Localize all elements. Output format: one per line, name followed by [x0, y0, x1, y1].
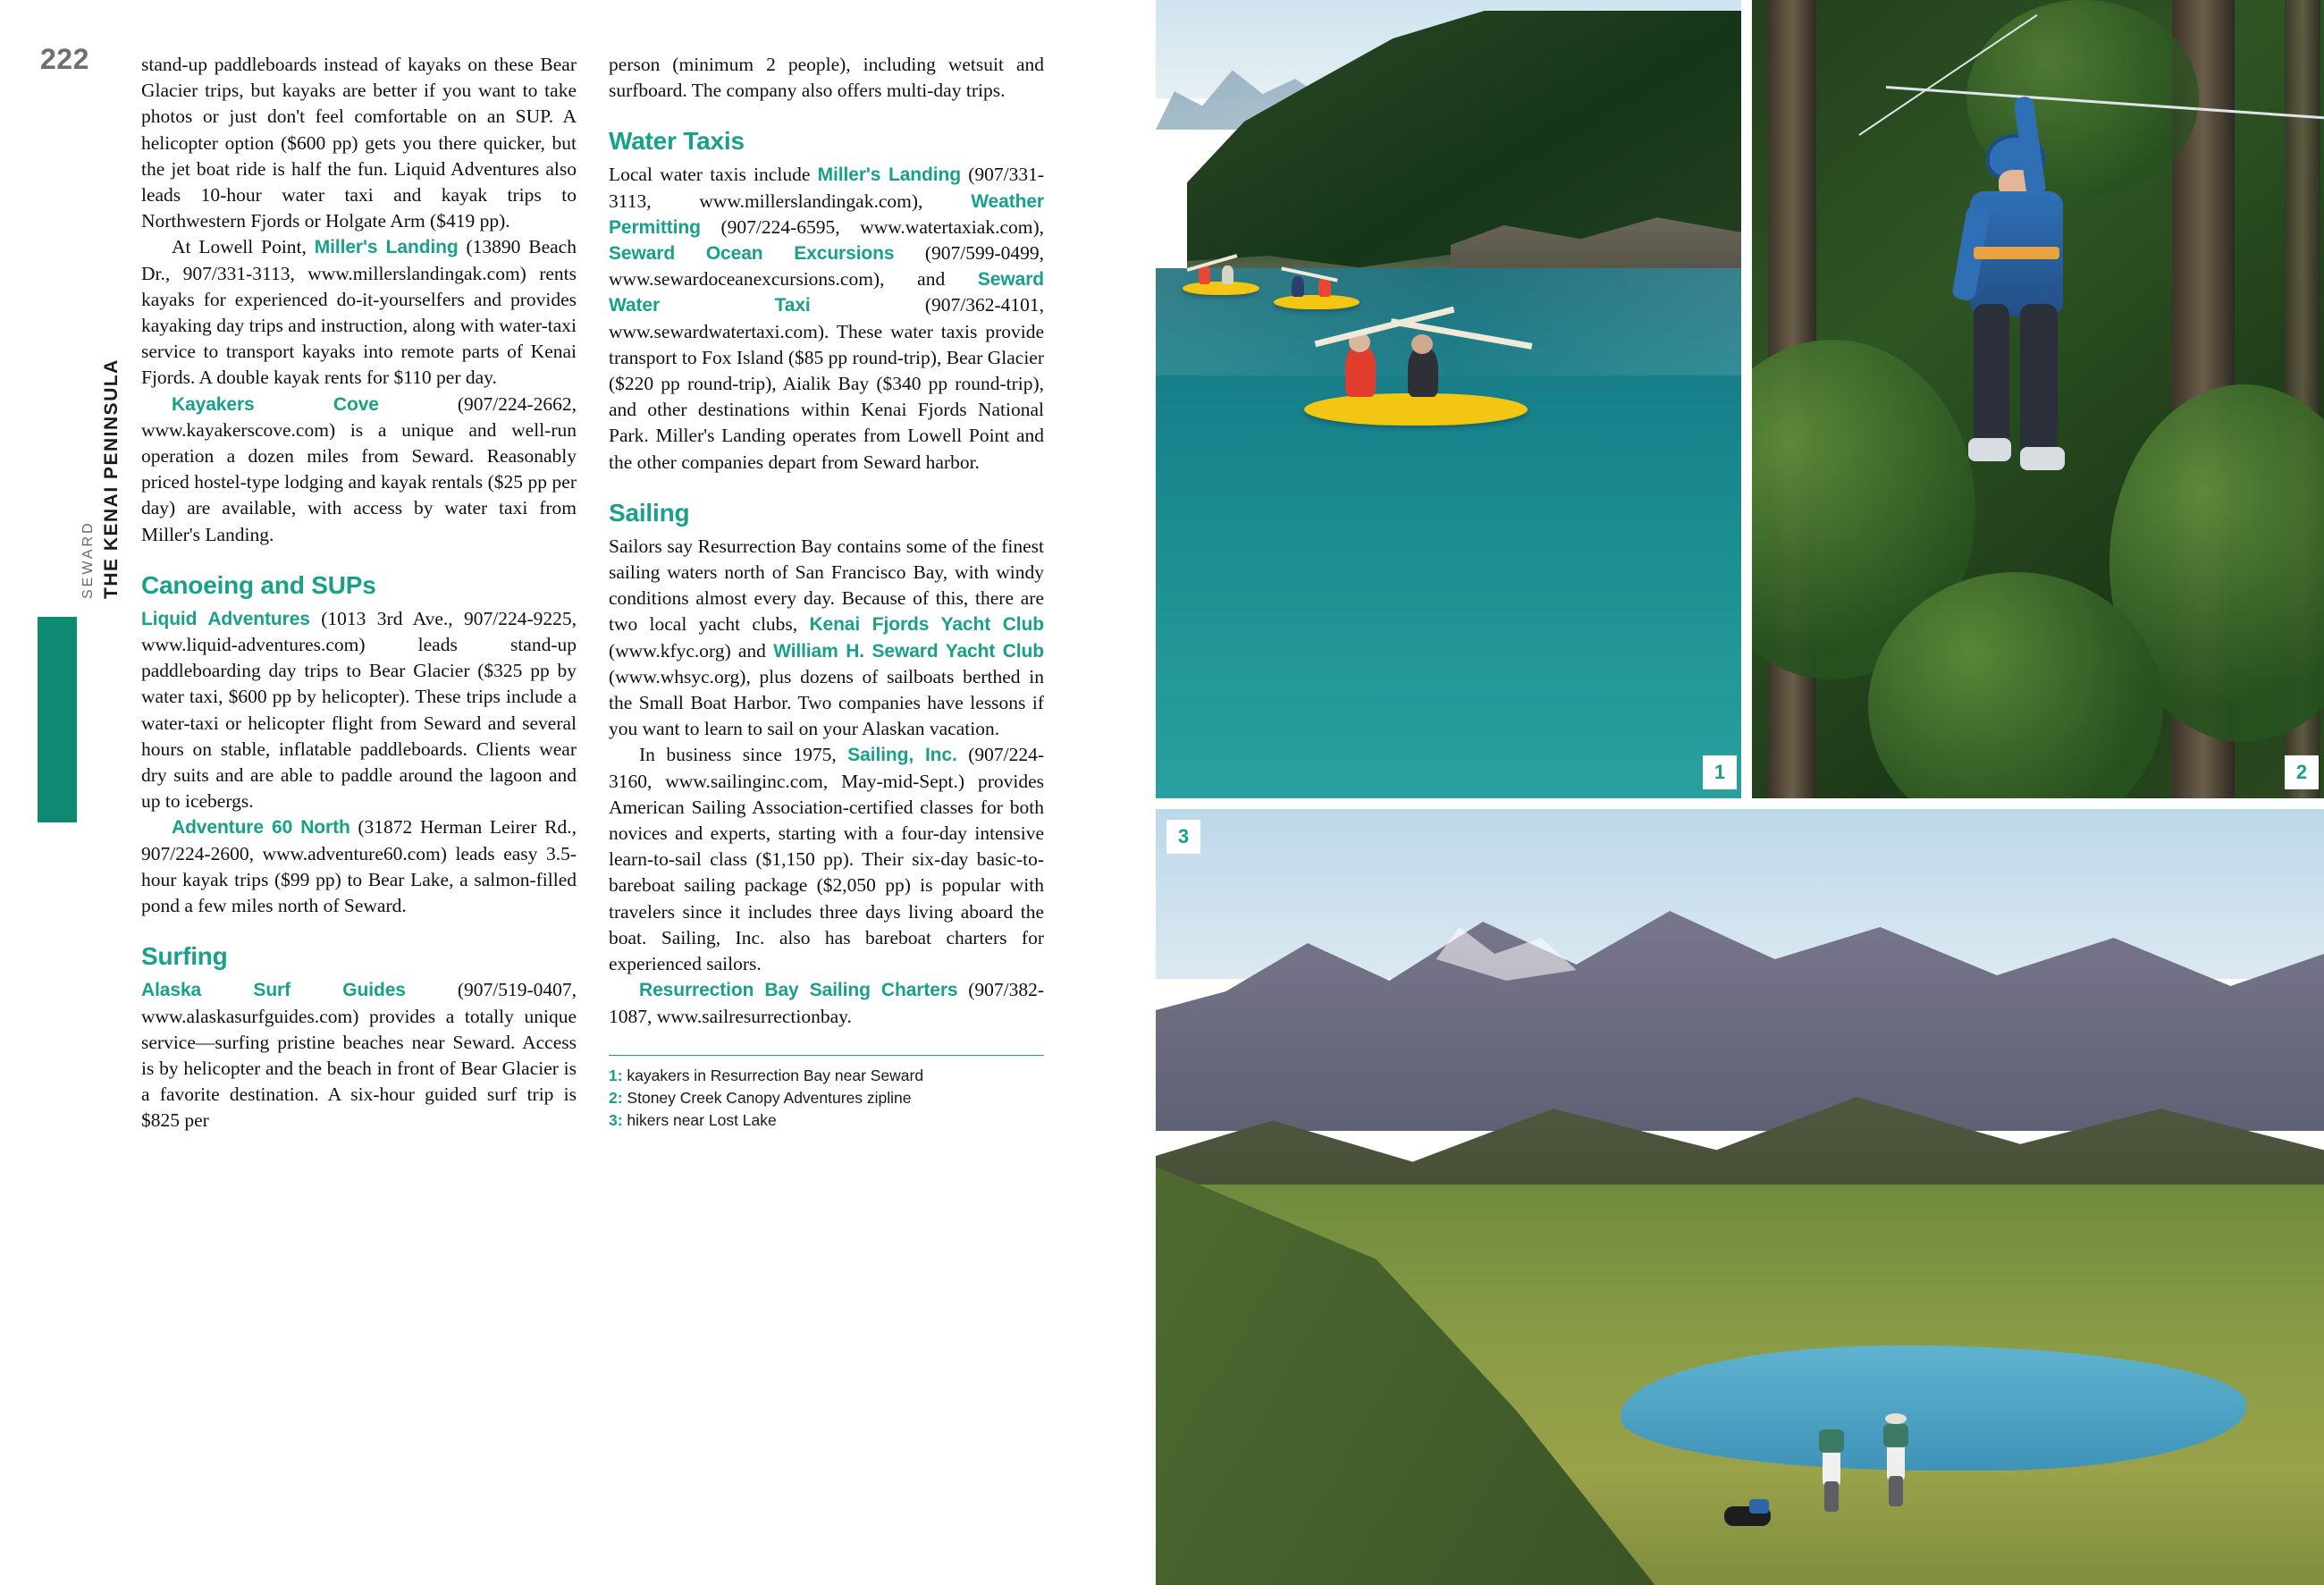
business-name: Kayakers Cove [172, 393, 379, 415]
section-heading: Water Taxis [609, 127, 745, 156]
business-name: Resurrection Bay Sailing Charters [639, 980, 958, 1001]
section-heading: Sailing [609, 498, 690, 527]
dog-pack [1749, 1499, 1769, 1513]
body-paragraph: stand-up paddleboards instead of kayaks on these Bear Glacier trips, but kayaks are better if you want to take photos or just don't feel comfortable on an SUP. A helicopter option ($600 pp) gets you there quicker, but the jet boat ride is half the fun. Liquid Adventures also leads 10-hour water taxi and kayak trips to Northwestern Fjords or Holgate Arm ($419 pp). [141, 54, 577, 232]
kayak [1183, 282, 1259, 295]
section-heading: Canoeing and SUPs [141, 570, 376, 599]
business-name: Kenai Fjords Yacht Club [809, 614, 1044, 636]
paddler [1408, 347, 1438, 397]
paddler [1345, 345, 1376, 397]
hiker-legs [1889, 1476, 1903, 1506]
column-left [141, 52, 577, 1536]
business-name: Seward Water Taxi [609, 269, 1044, 316]
body-paragraph: Sailors say Resurrection Bay contains some of the finest sailing waters north of San Francisco Bay, with windy conditions almost every day. Because of this, there are two local yacht clubs, Kenai Fjords Yacht Club (www.kfyc.org) and William H. Seward Yacht Club (www.whsyc.org), plus dozens of sailboats berthed in the Small Boat Harbor. Two companies have lessons if you want to learn to sail on your Alaskan vacation. [609, 535, 1044, 740]
body-paragraph: Resurrection Bay Sailing Charters (907/382-1087, www.sailresurrectionbay. [609, 979, 1045, 1027]
photo-badge-1: 1 [1703, 755, 1737, 789]
photo-caption: 1: kayakers in Resurrection Bay near Seward [609, 1066, 924, 1084]
photo-zipline [1752, 0, 2324, 798]
rider-leg [2020, 304, 2058, 456]
text-page [0, 0, 1156, 1585]
kayak-foreground [1304, 393, 1528, 426]
business-name: Miller's Landing [314, 237, 459, 258]
chapter-subtitle: SEWARD [80, 520, 96, 599]
caption-list [609, 1065, 1044, 1132]
rider-leg [1974, 304, 2009, 447]
business-name: Seward Ocean Excursions [609, 243, 895, 265]
text-columns [141, 52, 1044, 1536]
photo-caption: 3: hikers near Lost Lake [609, 1110, 777, 1129]
body-paragraph: Adventure 60 North (31872 Herman Leirer Rd., 907/224-2600, www.adventure60.com) leads easy 3.5-hour kayak trips ($99 pp) to Bear Lake, a salmon-filled pond a few miles north of Seward. [141, 816, 577, 917]
kayak [1274, 295, 1360, 309]
backpack [1883, 1424, 1908, 1447]
body-paragraph: In business since 1975, Sailing, Inc. (907/224-3160, www.sailinginc.com, May-mid-Sept.) provides American Sailing Association-certified classes for both novices and experts, starting with a four-day intensive learn-to-sail class ($1,150 pp). Their six-day basic-to-bareboat sailing package ($2,050 pp) is popular with travelers since it includes three days living aboard the boat. Sailing, Inc. also has bareboat charters for experienced sailors. [609, 744, 1045, 975]
chapter-tab [38, 617, 77, 822]
rider-shoe [1968, 438, 2011, 461]
business-name: Alaska Surf Guides [141, 980, 406, 1001]
chapter-tab-label [80, 331, 122, 599]
section-heading: Surfing [141, 942, 228, 971]
photo-caption: 2: Stoney Creek Canopy Adventures zipline [609, 1088, 912, 1107]
body-paragraph: person (minimum 2 people), including wetsuit and surfboard. The company also offers multi-day trips. [609, 54, 1044, 102]
business-name: Weather Permitting [609, 190, 1044, 238]
rider-shoe [2020, 447, 2065, 470]
business-name: Miller's Landing [817, 164, 961, 186]
page-number: 222 [40, 43, 89, 75]
business-name: Adventure 60 North [172, 817, 350, 839]
body-paragraph: Kayakers Cove (907/224-2662, www.kayakerscove.com) is a unique and well-run operation a dozen miles from Seward. Reasonably priced hostel-type lodging and kayak rentals ($25 pp per day) are available, with access by water taxi from Miller's Landing. [141, 392, 577, 545]
alpine-lake [1621, 1345, 2246, 1471]
caption-number: 3: [609, 1110, 623, 1129]
photo-badge-2: 2 [2285, 755, 2319, 789]
caption-number: 1: [609, 1066, 623, 1084]
paddler [1222, 266, 1234, 284]
paddler-head [1411, 334, 1433, 354]
chapter-title: THE KENAI PENINSULA [101, 358, 122, 599]
body-paragraph: At Lowell Point, Miller's Landing (13890 Beach Dr., 907/331-3113, www.millerslandingak.com) rents kayaks for experienced do-it-yourselfers and provides kayaking day trips and instruction, along with water-taxi service to transport kayaks into remote parts of Kenai Fjords. A double kayak rents for $110 per day. [141, 236, 577, 389]
sun-hat [1885, 1413, 1907, 1424]
hiker-legs [1824, 1481, 1839, 1512]
business-name: William H. Seward Yacht Club [773, 640, 1044, 662]
photo-hikers [1156, 809, 2324, 1585]
body-paragraph: Alaska Surf Guides (907/519-0407, www.alaskasurfguides.com) provides a totally unique service—surfing pristine beaches near Seward. Access is by helicopter and the beach in front of Bear Glacier is a favorite destination. A six-hour guided surf trip is $825 per [141, 979, 577, 1132]
body-paragraph: Local water taxis include Miller's Landing (907/331-3113, www.millerslandingak.com), Weather Permitting (907/224-6595, www.watertaxiak.com), Seward Ocean Excursions (907/599-0499, www.sewardoceanexcursions.com), and Seward Water Taxi (907/362-4101, www.sewardwatertaxi.com). These water taxis provide transport to Fox Island ($85 pp round-trip), Bear Glacier ($220 pp round-trip), Aialik Bay ($340 pp round-trip), and other destinations within Kenai Fjords National Park. Miller's Landing operates from Lowell Point and the other companies depart from Seward harbor. [609, 164, 1045, 473]
caption-number: 2: [609, 1088, 623, 1107]
caption-divider [609, 1055, 1044, 1056]
body-paragraph: Liquid Adventures (1013 3rd Ave., 907/224-9225, www.liquid-adventures.com) leads stand-up paddleboarding day trips to Bear Glacier ($325 pp by water taxi, $600 pp by helicopter). These trips include a water-taxi or helicopter flight from Seward and several hours on stable, inflatable paddleboards. Clients wear dry suits and are able to paddle around the lagoon and up to icebergs. [141, 607, 577, 813]
photo-page [1156, 0, 2324, 1585]
photo-badge-3: 3 [1166, 820, 1200, 854]
backpack [1819, 1429, 1844, 1453]
photo-kayakers [1156, 0, 1741, 798]
paddler [1292, 276, 1304, 297]
business-name: Liquid Adventures [141, 608, 310, 629]
business-name: Sailing, Inc. [847, 745, 957, 766]
column-right [609, 52, 1044, 1536]
harness-strap [1974, 247, 2059, 259]
